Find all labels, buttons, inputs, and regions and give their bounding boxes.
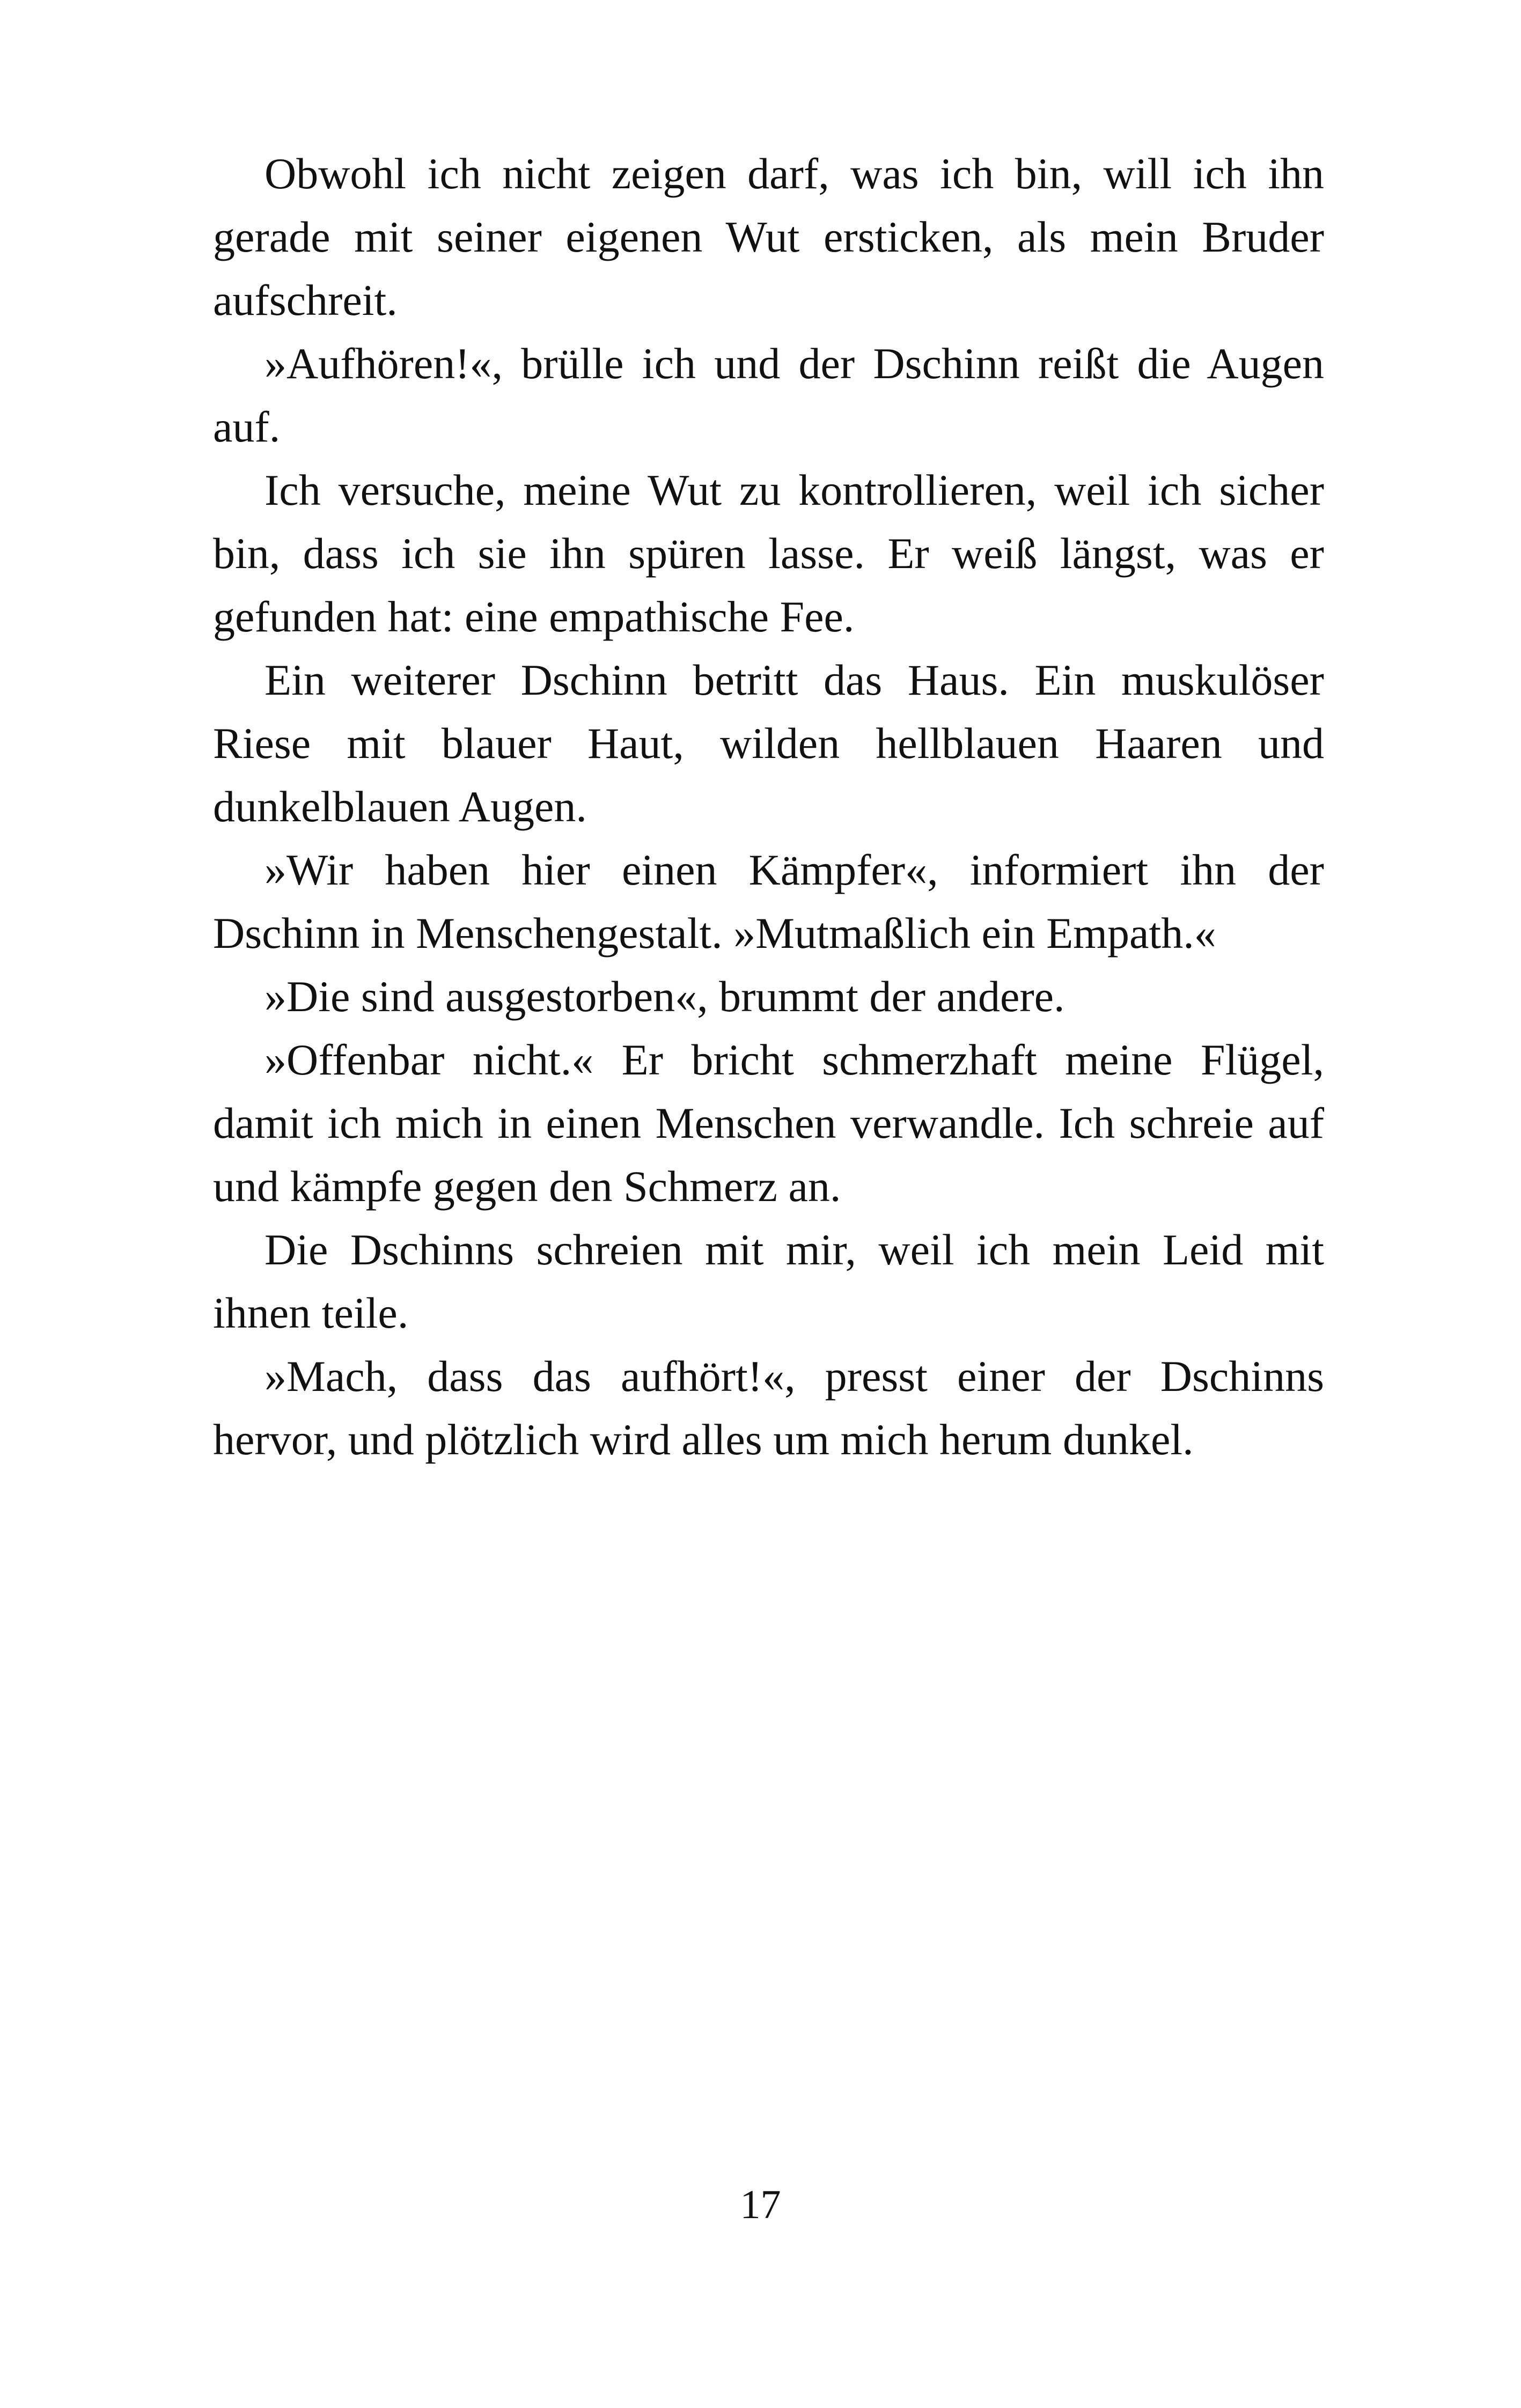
- paragraph: »Die sind ausgestorben«, brummt der andere.: [264, 972, 1065, 1021]
- paragraph: »Mach, dass das aufhört!«, presst einer der Dschinns hervor, und plötzlich wird alles um mich herum dunkel.: [213, 1352, 1324, 1464]
- paragraph: »Aufhören!«, brülle ich und der Dschinn reißt die Augen auf.: [213, 339, 1324, 451]
- paragraph: »Offenbar nicht.« Er bricht schmerzhaft meine Flügel, damit ich mich in einen Menschen verwandle. Ich schreie auf und kämpfe gegen den Schmerz an.: [213, 1035, 1324, 1211]
- body-text: [213, 142, 1324, 1471]
- paragraph: Ich versuche, meine Wut zu kontrollieren, weil ich sicher bin, dass ich sie ihn spüren lasse. Er weiß längst, was er gefunden hat: eine empathische Fee.: [213, 466, 1324, 641]
- paragraph: »Wir haben hier einen Kämpfer«, informiert ihn der Dschinn in Menschengestalt. »Mutmaßlich ein Empath.«: [213, 845, 1324, 958]
- paragraph: Obwohl ich nicht zeigen darf, was ich bin, will ich ihn gerade mit seiner eigenen Wut ersticken, als mein Bruder aufschreit.: [213, 149, 1324, 325]
- paragraph: Die Dschinns schreien mit mir, weil ich mein Leid mit ihnen teile.: [213, 1225, 1324, 1337]
- page-number: 17: [740, 2182, 781, 2227]
- paragraph: Ein weiterer Dschinn betritt das Haus. Ein muskulöser Riese mit blauer Haut, wilden hellblauen Haaren und dunkelblauen Augen.: [213, 656, 1324, 831]
